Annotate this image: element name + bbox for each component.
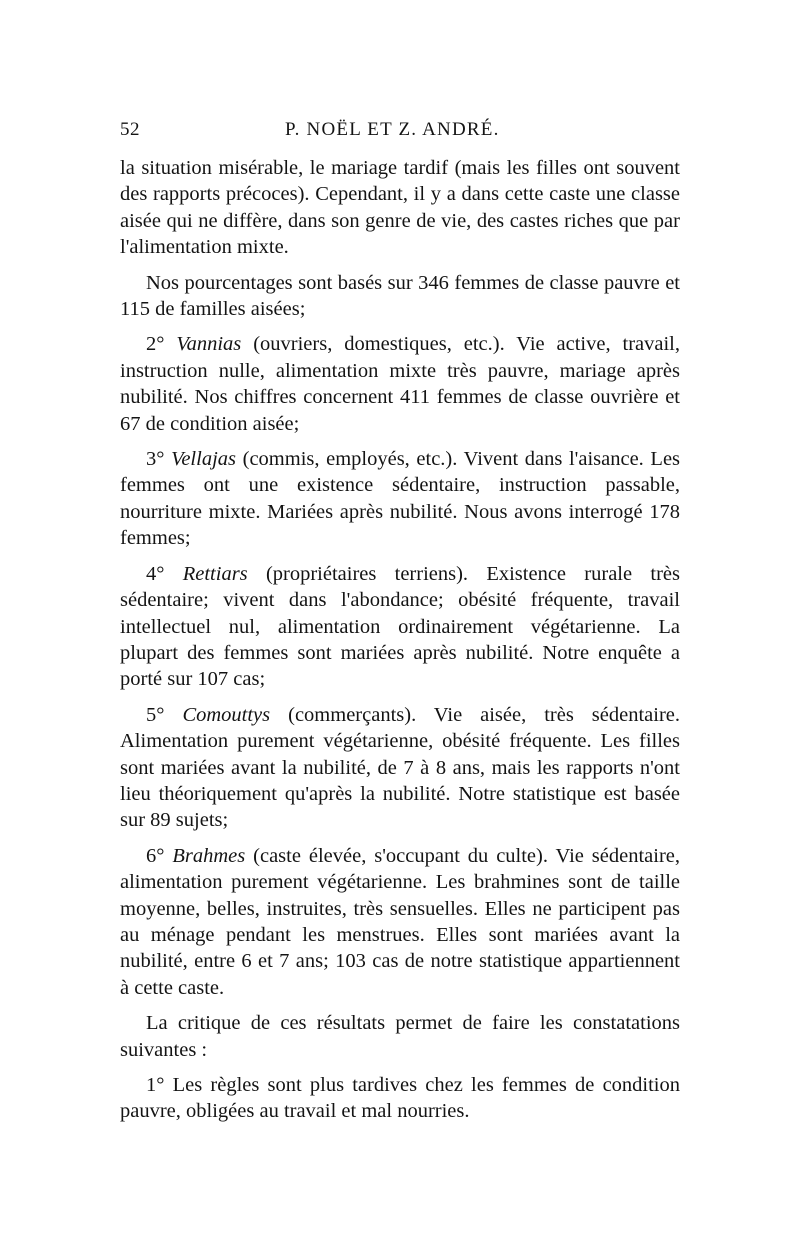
paragraph-critique <box>120 1010 680 1063</box>
caste-name: Comouttys <box>182 703 271 726</box>
list-number: 6° <box>146 844 165 867</box>
page-header <box>120 119 680 155</box>
caste-name: Brahmes <box>172 844 246 867</box>
paragraph-text: Les règles sont plus tardives chez les femmes de condition pauvre, obligées au travail et mal nourries. <box>120 1074 680 1123</box>
paragraph-continuation <box>120 155 680 261</box>
paragraph-observation-1 <box>120 1072 680 1125</box>
paragraph-caste-comouttys <box>120 702 680 834</box>
list-number: 2° <box>146 333 165 356</box>
caste-name: Rettiars <box>182 562 248 585</box>
caste-name: Vannias <box>176 333 242 356</box>
page-number: 52 <box>120 119 140 140</box>
paragraph-text: la situation misérable, le mariage tardif (mais les filles ont souvent des rapports précoces). Cependant, il y a dans cette caste une classe aisée qui ne diffère, dans son genre de vie, des castes riches que par l'alimentation mixte. <box>120 157 680 259</box>
list-number: 5° <box>146 703 165 726</box>
paragraph-caste-rettiars <box>120 561 680 693</box>
paragraph-text: (commis, employés, etc.). Vivent dans l'aisance. Les femmes ont une existence sédentaire, instruction passable, nourriture mixte. Mariées après nubilité. Nous avons interrogé 178 femmes; <box>120 448 681 550</box>
paragraph-text: (caste élevée, s'occupant du culte). Vie sédentaire, alimentation purement végétarienne. Les brahmines sont de taille moyenne, belles, instruites, très sensuelles. Elles ne participent pas au ménage pendant les menstrues. Elles sont mariées avant la nubilité, entre 6 et 7 ans; 103 cas de notre statistique appartiennent à cette caste. <box>120 844 681 999</box>
paragraph-caste-vellajas <box>120 446 680 552</box>
running-title: P. NOËL ET Z. ANDRÉ. <box>285 119 500 140</box>
paragraph-text: (commerçants). Vie aisée, très sédentaire. Alimentation purement végétarienne, obésité fréquente. Les filles sont mariées avant la nubilité, de 7 à 8 ans, mais les rapports n'ont lieu théoriquement qu'après la nubilité. Notre statistique est basée sur 89 sujets; <box>120 703 681 832</box>
book-page <box>120 119 680 1125</box>
paragraph-caste-brahmes <box>120 843 680 1001</box>
list-number: 1° <box>146 1074 165 1096</box>
caste-name: Vellajas <box>171 448 236 471</box>
paragraph-text: Nos pourcentages sont basés sur 346 femmes de classe pauvre et 115 de familles aisées; <box>120 271 680 321</box>
paragraph-percentages <box>120 270 680 323</box>
paragraph-text: (ouvriers, domestiques, etc.). Vie active, travail, instruction nulle, alimentation mixte très pauvre, mariage après nubilité. Nos chiffres concernent 411 femmes de classe ouvrière et 67 de condition aisée; <box>120 333 680 435</box>
paragraph-text: La critique de ces résultats permet de faire les constatations suivantes : <box>120 1012 680 1061</box>
list-number: 3° <box>146 448 165 471</box>
list-number: 4° <box>146 562 165 585</box>
paragraph-caste-vannias <box>120 331 680 437</box>
paragraph-text: (propriétaires terriens). Existence rurale très sédentaire; vivent dans l'abondance; obésité fréquente, travail intellectuel nul, alimentation ordinairement végétarienne. La plupart des femmes sont mariées après nubilité. Notre enquête a porté sur 107 cas; <box>120 562 680 691</box>
